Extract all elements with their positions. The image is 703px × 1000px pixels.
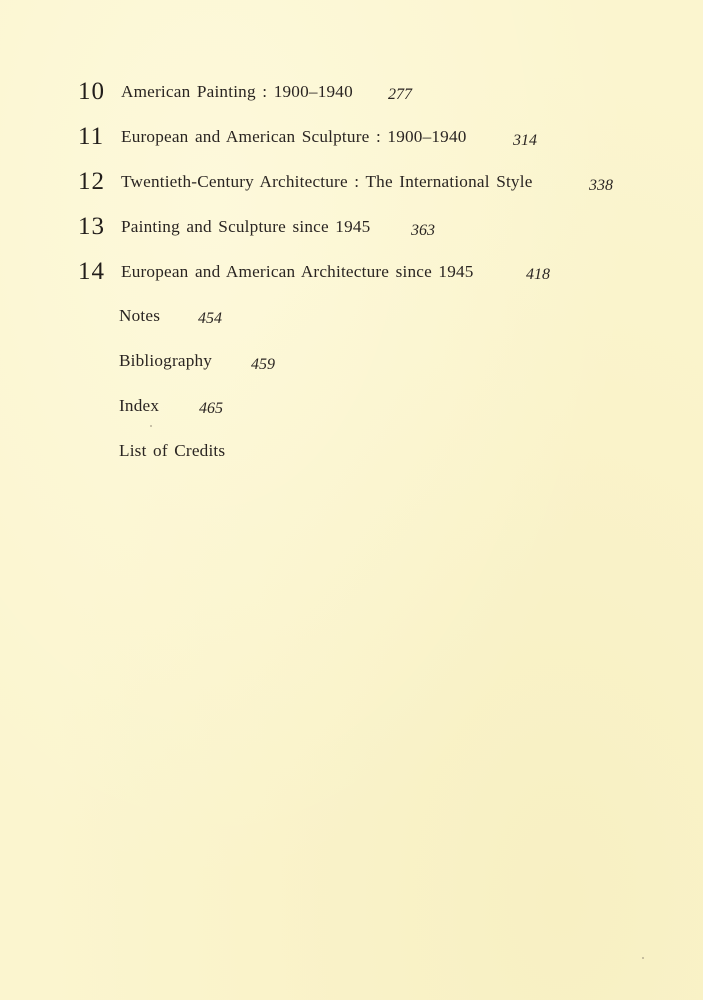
chapter-title: European and American Architecture since 1945 — [121, 262, 474, 281]
back-matter-title: List of Credits — [119, 441, 226, 460]
chapter-number: 13 — [78, 213, 105, 240]
paper-speck — [642, 957, 644, 959]
back-matter-title: Notes — [119, 306, 161, 325]
page-number: 277 — [388, 86, 412, 103]
back-matter-title: Index — [119, 396, 160, 415]
chapter-title: Twentieth-Century Architecture : The International Style — [121, 172, 533, 191]
back-matter-title: Bibliography — [119, 351, 213, 370]
page-number: 314 — [513, 132, 537, 149]
chapter-title: European and American Sculpture : 1900–1940 — [121, 127, 467, 146]
chapter-number: 11 — [78, 123, 105, 150]
chapter-title: American Painting : 1900–1940 — [121, 82, 353, 101]
chapter-number: 10 — [78, 78, 105, 105]
page-number: 459 — [251, 356, 275, 373]
chapter-number: 12 — [78, 168, 105, 195]
page-number: 363 — [411, 222, 435, 239]
page-number: 418 — [526, 266, 550, 283]
page-number: 454 — [198, 310, 222, 327]
page-number: 338 — [589, 177, 613, 194]
paper-speck — [150, 425, 152, 427]
page-number: 465 — [199, 400, 223, 417]
chapter-number: 14 — [78, 258, 105, 285]
chapter-title: Painting and Sculpture since 1945 — [121, 217, 371, 236]
